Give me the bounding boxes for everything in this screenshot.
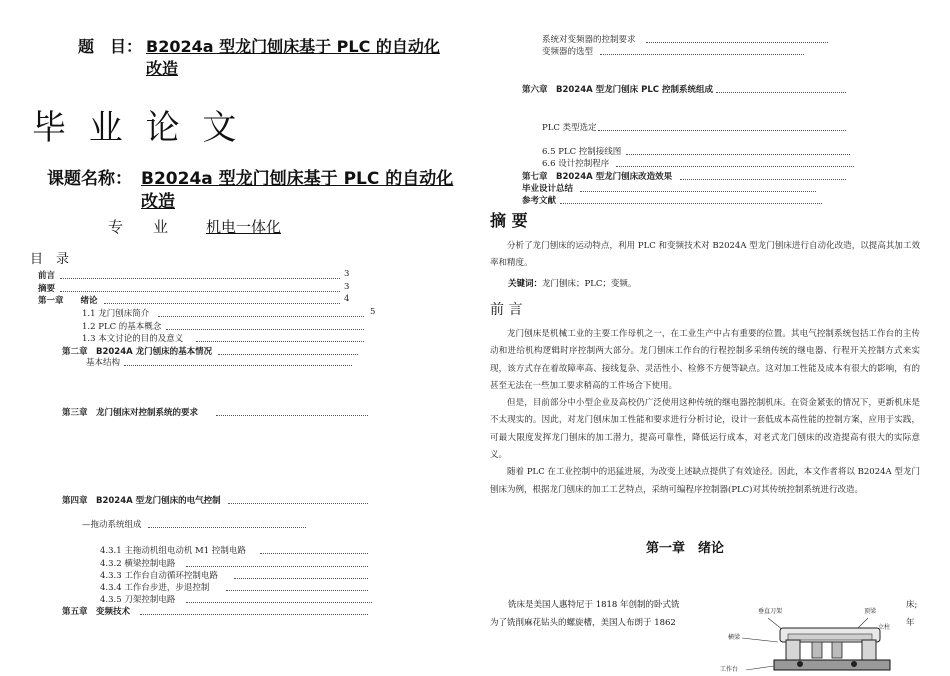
toc-leader <box>104 303 340 304</box>
toc-leader <box>600 54 804 55</box>
toc-item[interactable]: 第七章 B2024A 型龙门刨床改造效果 <box>522 172 673 182</box>
preface-paragraph: 龙门刨床是机械工业的主要工作母机之一，在工业生产中占有重要的位置。其电气控制系统包括工作台的主传动和进给机构逻辑时序控制两大部分。龙门刨床工作台的行程控制多采纳传统的继电器、行程开关控制方式来实现，该方式存在着故障率高、接线复杂、灵活性小、检修不方便等缺点。这对加工性能及成本有很大的影响，有的甚至无法在一些加工要求稍高的工件场合下使用。 <box>490 329 920 391</box>
abstract-heading: 摘 要 <box>490 211 528 230</box>
toc-leader <box>186 566 368 567</box>
course-line1: B2024a 型龙门刨床基于 PLC 的自动化 <box>141 169 454 189</box>
major-value: 机电一体化 <box>206 218 282 236</box>
keywords-line <box>508 277 636 289</box>
toc-item[interactable]: 第二章 B2024A 龙门刨床的基本情况 <box>62 347 213 357</box>
figure-label: 顶梁 <box>864 608 877 615</box>
toc-item[interactable]: 1.2 PLC 的基本概念 <box>82 322 162 332</box>
chapter1-heading: 第一章 绪论 <box>646 541 725 556</box>
toc-item[interactable]: 6.6 设计控制程序 <box>542 159 610 169</box>
toc-item[interactable]: PLC 类型选定 <box>542 123 597 133</box>
toc-page: 3 <box>344 269 350 279</box>
course-label: 课题名称： <box>47 169 132 189</box>
figure-label: 立柱 <box>878 624 891 631</box>
toc-item[interactable]: 第四章 B2024A 型龙门刨床的电气控制 <box>62 496 221 506</box>
toc-page: 3 <box>344 282 350 292</box>
toc-leader <box>598 130 846 131</box>
toc-leader <box>140 614 368 615</box>
topic-line2: 改造 <box>146 59 179 78</box>
toc-item[interactable]: —拖动系统组成 <box>82 520 142 530</box>
figure-label: 横梁 <box>728 634 741 641</box>
toc-leader <box>260 553 368 554</box>
toc-leader <box>580 191 816 192</box>
toc-item[interactable]: 摘要 <box>38 284 56 294</box>
major-label: 专 业 <box>108 218 169 236</box>
course-line2: 改造 <box>141 192 175 212</box>
toc-heading: 目 录 <box>30 252 70 267</box>
toc-item[interactable]: 6.5 PLC 控制接线图 <box>542 147 622 157</box>
toc-item[interactable]: 毕业设计总结 <box>522 184 574 194</box>
planer-figure <box>716 604 906 672</box>
toc-item[interactable]: 第六章 B2024A 型龙门刨床 PLC 控制系统组成 <box>522 85 713 95</box>
toc-leader <box>60 278 340 279</box>
toc-leader <box>626 154 850 155</box>
toc-leader <box>616 166 854 167</box>
toc-item[interactable]: 基本结构 <box>86 358 121 368</box>
chapter1-line-end: 年 <box>906 618 915 628</box>
toc-leader <box>716 92 846 93</box>
keywords-label: 关键词： <box>508 279 543 289</box>
toc-item[interactable]: 系统对变频器的控制要求 <box>542 35 636 45</box>
toc-leader <box>234 578 368 579</box>
toc-item[interactable]: 1.1 龙门刨床简介 <box>82 309 150 319</box>
toc-leader <box>166 329 364 330</box>
toc-leader <box>124 365 352 366</box>
topic-label: 题 目： <box>78 37 143 56</box>
chapter1-line: 铣床是美国人惠特尼于 1818 年创制的卧式铣 <box>508 600 680 610</box>
toc-leader <box>186 602 372 603</box>
toc-leader <box>646 42 828 43</box>
planer-drawing <box>716 604 906 672</box>
toc-item[interactable]: 变频器的选型 <box>542 47 594 57</box>
toc-item[interactable]: 参考文献 <box>522 196 557 206</box>
toc-page: 4 <box>344 294 350 304</box>
abstract-paragraph: 分析了龙门刨床的运动特点，利用 PLC 和变频技术对 B2024A 型龙门刨床进行自动化改造，以提高其加工效率和精度。 <box>490 241 920 269</box>
toc-item[interactable]: 4.3.5 刀架控制电路 <box>100 595 176 605</box>
toc-item[interactable]: 4.3.3 工作台自动循环控制电路 <box>100 571 218 581</box>
toc-item[interactable]: 4.3.4 工作台步进，步退控制 <box>100 583 210 593</box>
toc-item[interactable]: 1.3 本文讨论的目的及意义 <box>82 334 184 344</box>
preface-body <box>490 326 920 499</box>
toc-item[interactable]: 前言 <box>38 271 56 281</box>
preface-heading: 前 言 <box>490 302 523 318</box>
toc-item[interactable]: 第三章 龙门刨床对控制系统的要求 <box>62 408 199 418</box>
toc-leader <box>218 354 358 355</box>
toc-leader <box>196 341 364 342</box>
chapter1-line-end: 床; <box>906 600 918 610</box>
figure-label: 工作台 <box>720 666 739 673</box>
preface-paragraph: 随着 PLC 在工业控制中的迅猛进展，为改变上述缺点提供了有效途径。因此，本文作者将以 B2024A 型龙门刨床为例，根据龙门刨床的加工工艺特点，采纳可编程序控制器(PLC)对其传统控制系统进行改造。 <box>490 467 920 495</box>
toc-page: 5 <box>370 307 376 317</box>
toc-item[interactable]: 4.3.2 横梁控制电路 <box>100 559 176 569</box>
keywords-value: 龙门刨床；PLC；变频。 <box>542 279 637 289</box>
toc-leader <box>148 527 306 528</box>
toc-leader <box>60 291 340 292</box>
toc-item[interactable]: 第一章 绪论 <box>38 296 98 306</box>
preface-paragraph: 但是，目前部分中小型企业及高校仍广泛使用这种传统的继电器控制机床。在资金紧张的情况下，更新机床是不太现实的。因此，对龙门刨床加工性能和要求进行分析讨论，设计一套低成本高性能的控制方案，应用于实践，可最大限度发挥龙门刨床的加工潜力，提高可靠性，降低运行成本，对老式龙门刨床的改造提高有很大的实际意义。 <box>490 398 920 461</box>
toc-item[interactable]: 第五章 变频技术 <box>62 607 131 617</box>
topic-line1: B2024a 型龙门刨床基于 PLC 的自动化 <box>146 37 440 56</box>
figure-label: 垂直刀架 <box>758 608 783 615</box>
abstract-text <box>490 238 920 273</box>
toc-leader <box>226 590 368 591</box>
toc-leader <box>216 415 368 416</box>
chapter1-line: 为了铣削麻花钻头的螺旋槽，美国人布朗于 1862 <box>490 618 676 628</box>
toc-leader <box>228 503 368 504</box>
toc-item[interactable]: 4.3.1 主拖动机组电动机 M1 控制电路 <box>100 546 246 556</box>
toc-leader <box>158 316 364 317</box>
toc-leader <box>680 179 846 180</box>
thesis-title: 毕 业 论 文 <box>32 108 243 148</box>
toc-leader <box>560 203 822 204</box>
